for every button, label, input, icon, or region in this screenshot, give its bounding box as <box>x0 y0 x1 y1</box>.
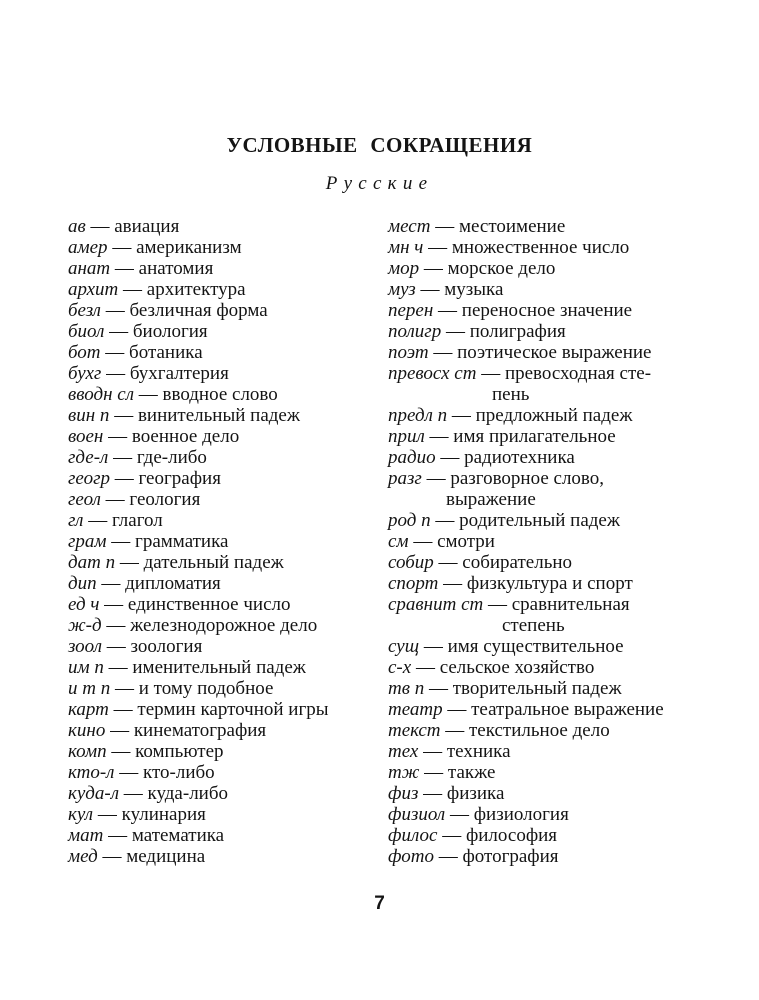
dash-separator: — <box>483 594 512 615</box>
abbreviation-term: кто-л <box>68 762 115 783</box>
dash-separator: — <box>441 321 470 342</box>
abbreviation-entry <box>68 468 380 489</box>
dash-separator: — <box>419 636 448 657</box>
abbreviation-entry <box>68 804 380 825</box>
abbreviation-meaning: дипломатия <box>125 573 221 594</box>
abbreviations-column-right <box>388 216 708 867</box>
abbreviation-term: превосх ст <box>388 363 477 384</box>
abbreviation-meaning: бухгалтерия <box>129 363 229 384</box>
abbreviation-meaning: именительный падеж <box>132 657 306 678</box>
abbreviation-entry <box>68 363 380 384</box>
abbreviation-term: театр <box>388 699 443 720</box>
page-number: 7 <box>374 893 385 914</box>
abbreviation-term: воен <box>68 426 104 447</box>
abbreviation-term: предл п <box>388 405 448 426</box>
abbreviation-meaning: дательный падеж <box>143 552 284 573</box>
page-title: УСЛОВНЫЕ СОКРАЩЕНИЯ <box>226 133 533 157</box>
dash-separator: — <box>103 657 133 678</box>
abbreviation-meaning: имя прилагательное <box>453 426 616 447</box>
abbreviation-entry <box>388 216 708 237</box>
abbreviation-meaning: военное дело <box>131 426 240 447</box>
dash-separator: — <box>118 279 147 300</box>
abbreviation-term: сущ <box>388 636 420 657</box>
abbreviation-term: мест <box>388 216 431 237</box>
section-subtitle: Русские <box>325 173 434 194</box>
abbreviation-entry <box>68 741 380 762</box>
abbreviation-entry <box>68 573 380 594</box>
dash-separator: — <box>442 699 472 720</box>
dash-separator: — <box>93 804 122 825</box>
dash-separator: — <box>119 783 148 804</box>
dash-separator: — <box>101 636 131 657</box>
abbreviation-entry <box>388 552 708 573</box>
abbreviation-term: ж-д <box>68 615 102 636</box>
dash-separator: — <box>437 825 466 846</box>
abbreviation-entry <box>388 447 708 468</box>
abbreviation-term: тв п <box>388 678 425 699</box>
dash-separator: — <box>440 720 469 741</box>
abbreviation-meaning: единственное число <box>127 594 291 615</box>
dash-separator: — <box>103 426 132 447</box>
abbreviation-entry <box>68 342 380 363</box>
abbreviation-term: перен <box>388 300 434 321</box>
abbreviation-term: полигр <box>388 321 442 342</box>
abbreviation-meaning: переносное значение <box>461 300 633 321</box>
abbreviation-meaning: где-либо <box>136 447 207 468</box>
abbreviation-entry <box>388 342 708 363</box>
abbreviation-meaning: глагол <box>111 510 163 531</box>
dash-separator: — <box>411 657 440 678</box>
abbreviations-column-left <box>68 216 380 867</box>
abbreviation-entry <box>388 804 708 825</box>
abbreviation-term: физиол <box>388 804 446 825</box>
dash-separator: — <box>115 552 144 573</box>
abbreviation-entry <box>68 300 380 321</box>
abbreviation-entry <box>388 468 708 510</box>
abbreviation-meaning: безличная форма <box>129 300 268 321</box>
abbreviation-term: вин п <box>68 405 110 426</box>
abbreviation-meaning-continuation: пень <box>492 384 530 405</box>
abbreviation-entry <box>68 237 380 258</box>
abbreviation-meaning: термин карточной игры <box>137 699 329 720</box>
abbreviation-entry <box>68 657 380 678</box>
dash-separator: — <box>430 510 460 531</box>
abbreviation-term: и т п <box>68 678 111 699</box>
abbreviation-meaning: вводное слово <box>162 384 278 405</box>
abbreviation-entry <box>388 363 708 405</box>
abbreviation-term: с-х <box>388 657 412 678</box>
dash-separator: — <box>418 783 447 804</box>
abbreviation-term: поэт <box>388 342 429 363</box>
dash-separator: — <box>438 573 467 594</box>
abbreviation-entry <box>68 762 380 783</box>
abbreviation-meaning: предложный падеж <box>475 405 633 426</box>
abbreviation-term: ед ч <box>68 594 100 615</box>
abbreviation-meaning: и тому подобное <box>138 678 274 699</box>
abbreviation-meaning: собирательно <box>462 552 573 573</box>
abbreviation-meaning: геология <box>129 489 201 510</box>
abbreviation-meaning: физиология <box>473 804 569 825</box>
dash-separator: — <box>134 384 163 405</box>
abbreviation-entry <box>68 825 380 846</box>
abbreviation-term: дат п <box>68 552 116 573</box>
abbreviation-meaning: авиация <box>114 216 180 237</box>
abbreviation-entry <box>68 321 380 342</box>
abbreviation-entry <box>68 783 380 804</box>
abbreviation-term: амер <box>68 237 108 258</box>
abbreviation-term: текст <box>388 720 441 741</box>
abbreviation-meaning: радиотехника <box>464 447 575 468</box>
abbreviation-meaning: фотография <box>462 846 559 867</box>
dash-separator: — <box>108 699 138 720</box>
abbreviation-entry <box>388 720 708 741</box>
dash-separator: — <box>430 216 459 237</box>
abbreviation-entry <box>388 783 708 804</box>
abbreviation-entry <box>388 510 708 531</box>
dash-separator: — <box>419 258 448 279</box>
abbreviation-entry <box>388 573 708 594</box>
abbreviation-meaning: музыка <box>444 279 504 300</box>
abbreviation-term: мат <box>68 825 104 846</box>
abbreviation-entry <box>68 279 380 300</box>
dash-separator: — <box>109 405 138 426</box>
abbreviation-term: дип <box>68 573 97 594</box>
abbreviation-term: мн ч <box>388 237 424 258</box>
dash-separator: — <box>114 762 143 783</box>
abbreviation-term: безл <box>68 300 101 321</box>
abbreviation-entry <box>388 258 708 279</box>
abbreviation-meaning: винительный падеж <box>137 405 300 426</box>
dash-separator: — <box>101 615 131 636</box>
abbreviation-entry <box>68 699 380 720</box>
abbreviation-term: мед <box>68 846 98 867</box>
abbreviation-term: мор <box>388 258 420 279</box>
abbreviation-meaning: математика <box>131 825 225 846</box>
abbreviation-term: муз <box>388 279 416 300</box>
abbreviation-term: комп <box>68 741 107 762</box>
abbreviation-meaning: превосходная сте- <box>504 363 652 384</box>
abbreviation-term: куда-л <box>68 783 119 804</box>
abbreviation-meaning: философия <box>465 825 558 846</box>
dash-separator: — <box>104 321 133 342</box>
abbreviation-entry <box>68 678 380 699</box>
abbreviation-term: карт <box>68 699 109 720</box>
abbreviation-term: тж <box>388 762 420 783</box>
abbreviation-entry <box>68 384 380 405</box>
dash-separator: — <box>99 594 128 615</box>
dash-separator: — <box>106 531 136 552</box>
dash-separator: — <box>428 342 458 363</box>
dash-separator: — <box>96 573 126 594</box>
abbreviation-meaning: куда-либо <box>147 783 229 804</box>
abbreviation-entry <box>388 846 708 867</box>
abbreviation-term: где-л <box>68 447 109 468</box>
abbreviation-term: геол <box>68 489 101 510</box>
dash-separator: — <box>415 279 445 300</box>
abbreviation-meaning: полиграфия <box>469 321 566 342</box>
dash-separator: — <box>83 510 112 531</box>
dash-separator: — <box>421 468 451 489</box>
abbreviation-entry <box>388 678 708 699</box>
dash-separator: — <box>100 489 130 510</box>
abbreviation-meaning: поэтическое выражение <box>457 342 652 363</box>
abbreviation-term: фото <box>388 846 434 867</box>
abbreviation-meaning: родительный падеж <box>459 510 620 531</box>
abbreviation-entry <box>68 426 380 447</box>
abbreviation-meaning: компьютер <box>135 741 224 762</box>
abbreviation-meaning: физкультура и спорт <box>466 573 633 594</box>
abbreviation-term: геогр <box>68 468 111 489</box>
abbreviation-meaning: морское дело <box>447 258 556 279</box>
abbreviation-entry <box>388 426 708 447</box>
abbreviation-term: бот <box>68 342 101 363</box>
abbreviation-term: зоол <box>68 636 102 657</box>
dash-separator: — <box>85 216 115 237</box>
abbreviation-meaning: медицина <box>126 846 206 867</box>
abbreviation-term: им п <box>68 657 104 678</box>
abbreviation-meaning: творительный падеж <box>452 678 622 699</box>
abbreviation-entry <box>68 615 380 636</box>
abbreviation-meaning: железнодорожное дело <box>130 615 318 636</box>
abbreviation-meaning: театральное выражение <box>471 699 664 720</box>
abbreviation-meaning: местоимение <box>458 216 566 237</box>
abbreviation-term: гл <box>68 510 84 531</box>
dash-separator: — <box>110 258 139 279</box>
dash-separator: — <box>447 405 476 426</box>
abbreviation-entry <box>68 594 380 615</box>
dash-separator: — <box>418 741 447 762</box>
abbreviation-meaning: кто-либо <box>142 762 215 783</box>
abbreviation-entry <box>388 237 708 258</box>
abbreviation-term: кул <box>68 804 94 825</box>
abbreviation-meaning: архитектура <box>146 279 246 300</box>
abbreviation-term: вводн сл <box>68 384 134 405</box>
dash-separator: — <box>108 447 137 468</box>
abbreviation-entry <box>388 321 708 342</box>
abbreviation-term: см <box>388 531 409 552</box>
abbreviation-meaning: биология <box>132 321 208 342</box>
abbreviation-entry <box>68 405 380 426</box>
dash-separator: — <box>433 552 463 573</box>
abbreviation-entry <box>68 552 380 573</box>
dash-separator: — <box>424 426 454 447</box>
abbreviation-entry <box>388 657 708 678</box>
abbreviation-term: архит <box>68 279 119 300</box>
dash-separator: — <box>110 678 139 699</box>
abbreviation-meaning: сельское хозяйство <box>439 657 595 678</box>
abbreviation-meaning-continuation: степень <box>502 615 565 636</box>
dash-separator: — <box>408 531 438 552</box>
abbreviation-term: род п <box>388 510 431 531</box>
abbreviation-entry <box>388 741 708 762</box>
abbreviation-entry <box>68 846 380 867</box>
dash-separator: — <box>419 762 448 783</box>
abbreviation-term: радио <box>388 447 436 468</box>
abbreviation-meaning: зоология <box>130 636 203 657</box>
abbreviation-meaning: грамматика <box>135 531 229 552</box>
abbreviation-meaning: анатомия <box>138 258 214 279</box>
abbreviation-term: разг <box>388 468 422 489</box>
abbreviation-term: физ <box>388 783 419 804</box>
dash-separator: — <box>106 741 136 762</box>
dash-separator: — <box>435 447 465 468</box>
abbreviation-term: бухг <box>68 363 102 384</box>
abbreviation-entry <box>68 216 380 237</box>
abbreviation-term: прил <box>388 426 425 447</box>
abbreviation-entry <box>68 510 380 531</box>
dash-separator: — <box>433 846 463 867</box>
abbreviation-entry <box>388 594 708 636</box>
abbreviation-entry <box>388 636 708 657</box>
abbreviation-term: ав <box>68 216 86 237</box>
abbreviation-term: кино <box>68 720 106 741</box>
abbreviation-term: анат <box>68 258 111 279</box>
abbreviation-term: грам <box>68 531 107 552</box>
abbreviation-meaning: физика <box>446 783 505 804</box>
dash-separator: — <box>423 237 452 258</box>
abbreviation-entry <box>388 699 708 720</box>
abbreviation-entry <box>68 258 380 279</box>
abbreviation-meaning: множественное число <box>451 237 630 258</box>
dash-separator: — <box>110 468 139 489</box>
abbreviation-entry <box>388 279 708 300</box>
abbreviation-term: сравнит ст <box>388 594 484 615</box>
dash-separator: — <box>107 237 137 258</box>
dash-separator: — <box>105 720 134 741</box>
dash-separator: — <box>100 342 130 363</box>
abbreviation-meaning: смотри <box>437 531 495 552</box>
dash-separator: — <box>433 300 462 321</box>
abbreviation-entry <box>68 720 380 741</box>
abbreviation-meaning: имя существительное <box>447 636 624 657</box>
dash-separator: — <box>445 804 474 825</box>
abbreviation-meaning: ботаника <box>129 342 203 363</box>
abbreviation-meaning: география <box>138 468 221 489</box>
abbreviation-entry <box>68 531 380 552</box>
abbreviation-term: собир <box>388 552 434 573</box>
abbreviation-term: биол <box>68 321 105 342</box>
dash-separator: — <box>476 363 505 384</box>
abbreviation-meaning: техника <box>446 741 511 762</box>
abbreviation-meaning: американизм <box>136 237 242 258</box>
dash-separator: — <box>424 678 453 699</box>
dash-separator: — <box>101 363 130 384</box>
abbreviation-entry <box>388 762 708 783</box>
abbreviation-entry <box>388 405 708 426</box>
dash-separator: — <box>103 825 132 846</box>
abbreviation-entry <box>68 636 380 657</box>
abbreviation-term: филос <box>388 825 438 846</box>
abbreviation-meaning: также <box>447 762 496 783</box>
abbreviation-meaning: кинематография <box>133 720 267 741</box>
abbreviation-meaning: кулинария <box>121 804 206 825</box>
dash-separator: — <box>100 300 130 321</box>
abbreviation-entry <box>388 300 708 321</box>
abbreviation-entry <box>68 447 380 468</box>
abbreviation-term: тех <box>388 741 419 762</box>
abbreviation-term: спорт <box>388 573 439 594</box>
abbreviation-meaning-continuation: выражение <box>446 489 536 510</box>
dash-separator: — <box>97 846 127 867</box>
abbreviation-entry <box>388 825 708 846</box>
abbreviation-entry <box>68 489 380 510</box>
abbreviation-meaning: сравнительная <box>511 594 630 615</box>
abbreviation-meaning: текстильное дело <box>468 720 610 741</box>
abbreviation-entry <box>388 531 708 552</box>
abbreviation-meaning: разговорное слово, <box>450 468 605 489</box>
